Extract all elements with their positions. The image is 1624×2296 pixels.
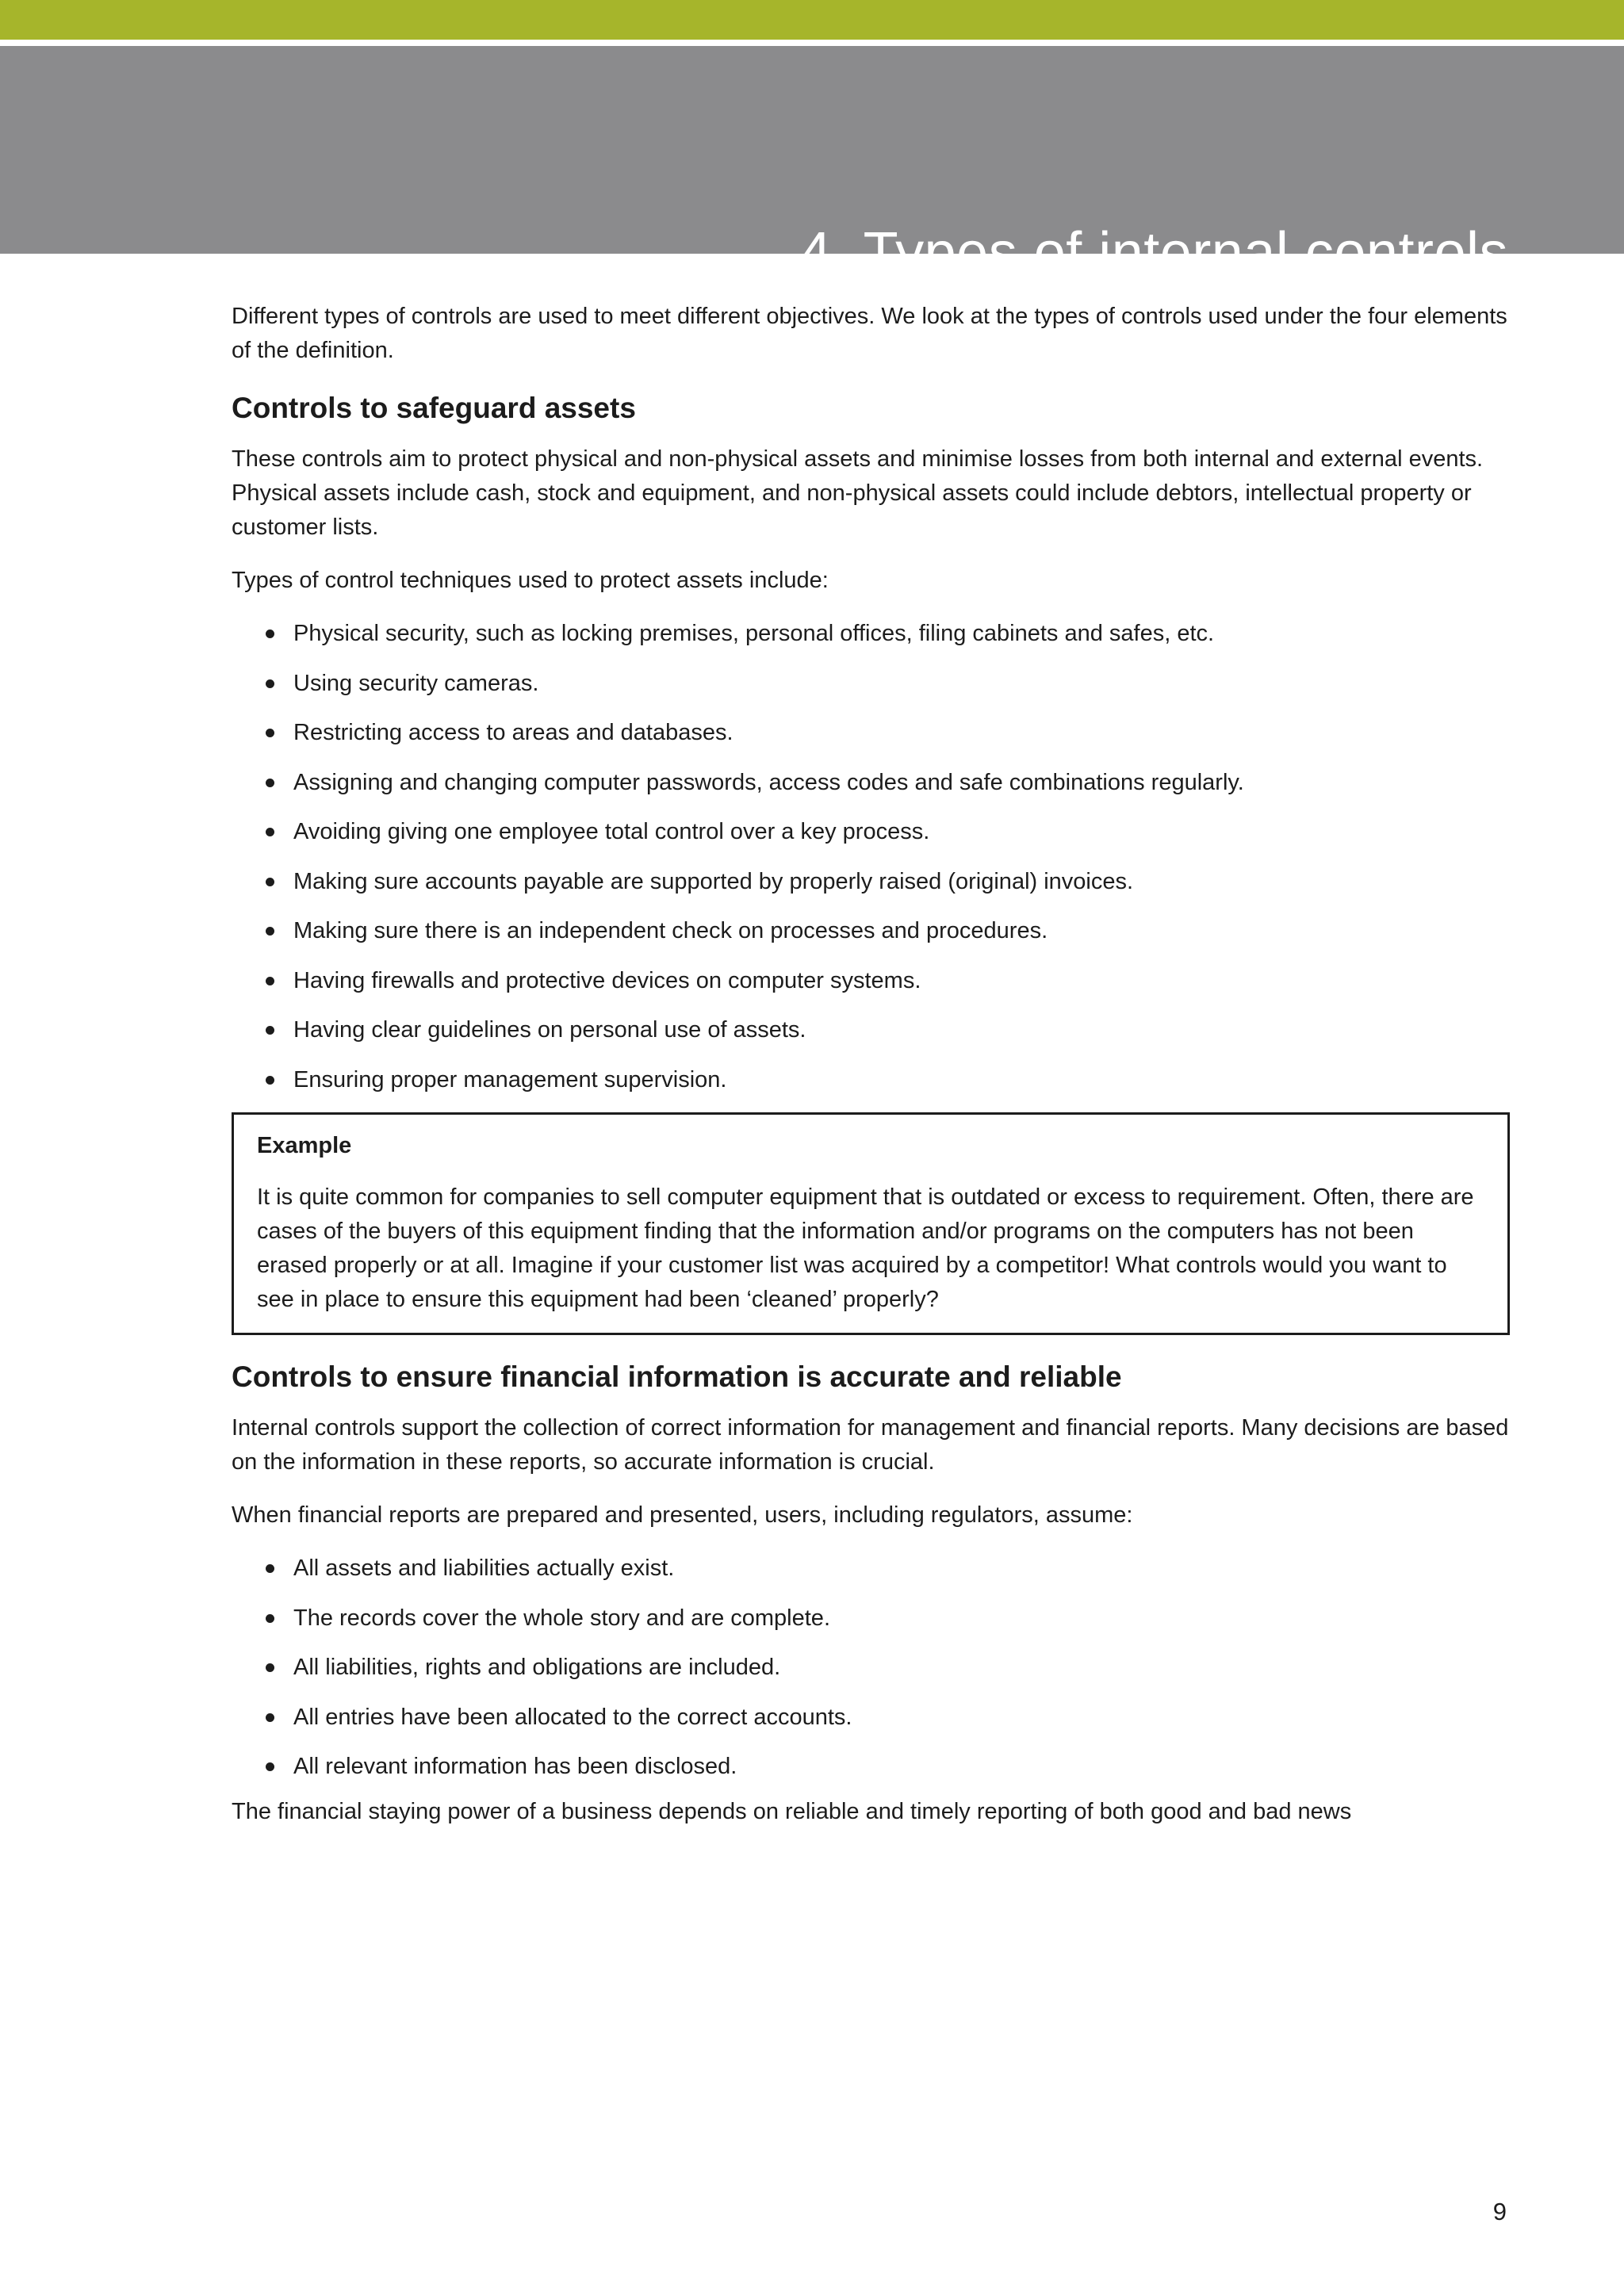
section-heading-safeguard-assets: Controls to safeguard assets bbox=[232, 392, 636, 424]
page-content bbox=[232, 300, 1510, 1829]
list-item: Having firewalls and protective devices on computer systems. bbox=[232, 964, 1510, 998]
list-item: All assets and liabilities actually exist. bbox=[232, 1552, 1510, 1586]
list-item: The records cover the whole story and are complete. bbox=[232, 1601, 1510, 1636]
example-text: It is quite common for companies to sell computer equipment that is outdated or excess to requirement. Often, there are cases of the buyers of this equipment finding that the information and/or programs on the computers has not been erased properly or at all. Imagine if your customer list was acquired by a competitor! What controls would you want to see in place to ensure this equipment had been ‘cleaned’ properly? bbox=[257, 1184, 1474, 1312]
control-techniques-list bbox=[232, 617, 1510, 1097]
example-box bbox=[232, 1112, 1510, 1335]
section1-paragraph: These controls aim to protect physical and non-physical assets and minimise losses from both internal and external events. Physical assets include cash, stock and equipment, and non-physical assets could include debtors, intellectual property or customer lists. bbox=[232, 446, 1484, 540]
section2-paragraph: Internal controls support the collection of correct information for management and financial reports. Many decisions are based on the information in these reports, so accurate information is crucial. bbox=[232, 1415, 1509, 1475]
list-item: All entries have been allocated to the correct accounts. bbox=[232, 1701, 1510, 1735]
list-item: Using security cameras. bbox=[232, 667, 1510, 701]
list-item: Making sure there is an independent check on processes and procedures. bbox=[232, 914, 1510, 948]
list-item: Having clear guidelines on personal use of assets. bbox=[232, 1013, 1510, 1047]
list-item: All liabilities, rights and obligations are included. bbox=[232, 1651, 1510, 1685]
intro-paragraph: Different types of controls are used to meet different objectives. We look at the types of controls used under the four elements of the definition. bbox=[232, 304, 1507, 363]
chapter-header-band bbox=[0, 46, 1624, 285]
section-heading-financial-information: Controls to ensure financial information is accurate and reliable bbox=[232, 1360, 1122, 1393]
page-number: 9 bbox=[1492, 2198, 1507, 2225]
list-item: Assigning and changing computer passwords, access codes and safe combinations regularly. bbox=[232, 766, 1510, 800]
list-item: Avoiding giving one employee total control over a key process. bbox=[232, 815, 1510, 849]
list-item: Ensuring proper management supervision. bbox=[232, 1063, 1510, 1097]
top-accent-bar bbox=[0, 0, 1624, 40]
financial-assumptions-list bbox=[232, 1552, 1510, 1784]
list-item: Physical security, such as locking premises, personal offices, filing cabinets and safes, etc. bbox=[232, 617, 1510, 651]
chapter-title: 4. Types of internal controls bbox=[799, 221, 1508, 285]
example-title: Example bbox=[257, 1133, 352, 1158]
section2-list-intro: When financial reports are prepared and presented, users, including regulators, assume: bbox=[232, 1502, 1133, 1528]
closing-paragraph: The financial staying power of a business depends on reliable and timely reporting of both good and bad news bbox=[232, 1799, 1352, 1824]
list-item: Making sure accounts payable are supported by properly raised (original) invoices. bbox=[232, 865, 1510, 899]
section1-list-intro: Types of control techniques used to protect assets include: bbox=[232, 568, 829, 593]
list-item: Restricting access to areas and databases. bbox=[232, 716, 1510, 750]
list-item: All relevant information has been disclosed. bbox=[232, 1750, 1510, 1784]
